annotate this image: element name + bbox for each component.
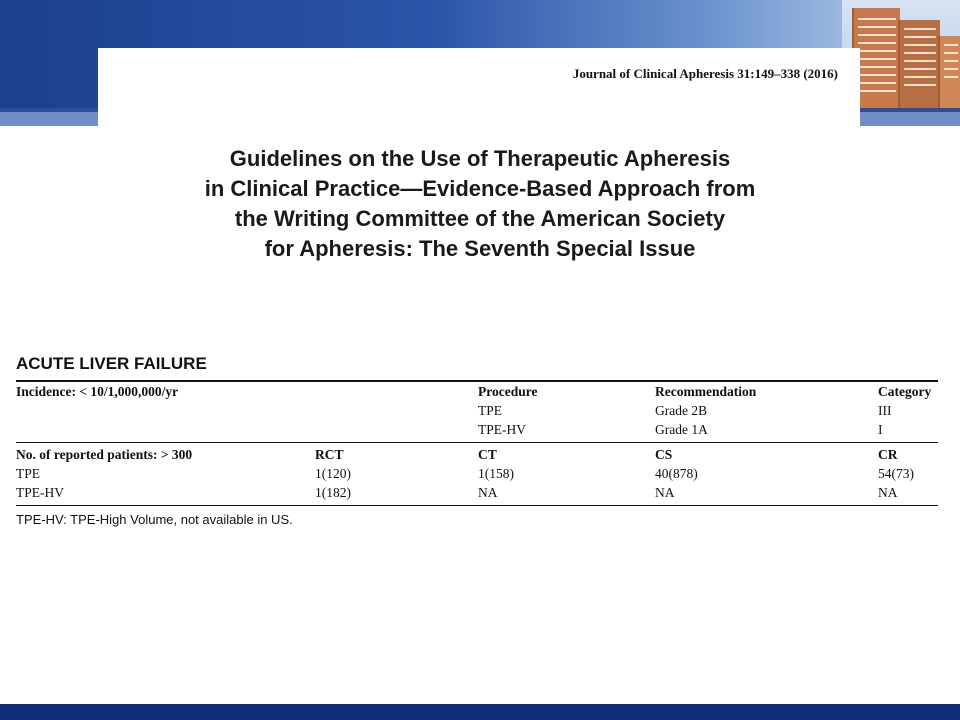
procedure-header: Procedure — [478, 384, 538, 399]
row-label: TPE-HV — [16, 485, 64, 500]
article-header-card — [98, 48, 860, 126]
table-rule-bottom — [16, 505, 938, 506]
rct-cell: 1(182) — [315, 485, 351, 500]
table-footnote: TPE-HV: TPE-High Volume, not available in US. — [16, 512, 293, 527]
cr-cell: 54(73) — [878, 466, 914, 481]
row-label: TPE — [16, 466, 41, 481]
rct-header: RCT — [315, 447, 344, 462]
journal-citation: Journal of Clinical Apheresis 31:149–338 (2016) — [572, 66, 838, 81]
title-line: the Writing Committee of the American Society — [234, 206, 726, 231]
section-heading: ACUTE LIVER FAILURE — [16, 354, 207, 373]
incidence-label: Incidence: < 10/1,000,000/yr — [16, 384, 179, 399]
reported-patients-label: No. of reported patients: > 300 — [16, 447, 193, 462]
procedure-cell: TPE-HV — [478, 422, 526, 437]
building-tower — [898, 20, 940, 108]
ct-cell: NA — [478, 485, 498, 500]
cr-header: CR — [878, 447, 898, 462]
cs-header: CS — [655, 447, 673, 462]
ct-header: CT — [478, 447, 497, 462]
article-title — [120, 144, 840, 264]
ct-cell: 1(158) — [478, 466, 514, 481]
recommendation-cell: Grade 1A — [655, 422, 708, 437]
category-header: Category — [878, 384, 932, 399]
cs-cell: 40(878) — [655, 466, 698, 481]
building-tower — [938, 36, 960, 108]
table-rule-middle — [16, 442, 938, 443]
recommendation-cell: Grade 2B — [655, 403, 708, 418]
cs-cell: NA — [655, 485, 675, 500]
category-cell: III — [878, 403, 892, 418]
title-line: in Clinical Practice—Evidence-Based Approach from — [204, 176, 756, 201]
cr-cell: NA — [878, 485, 898, 500]
title-line: for Apheresis: The Seventh Special Issue — [264, 236, 696, 261]
title-line: Guidelines on the Use of Therapeutic Apheresis — [229, 146, 731, 171]
recommendation-header: Recommendation — [655, 384, 757, 399]
footer-band — [0, 704, 960, 720]
procedure-cell: TPE — [478, 403, 503, 418]
table-rule-top — [16, 380, 938, 382]
rct-cell: 1(120) — [315, 466, 351, 481]
category-cell: I — [878, 422, 883, 437]
